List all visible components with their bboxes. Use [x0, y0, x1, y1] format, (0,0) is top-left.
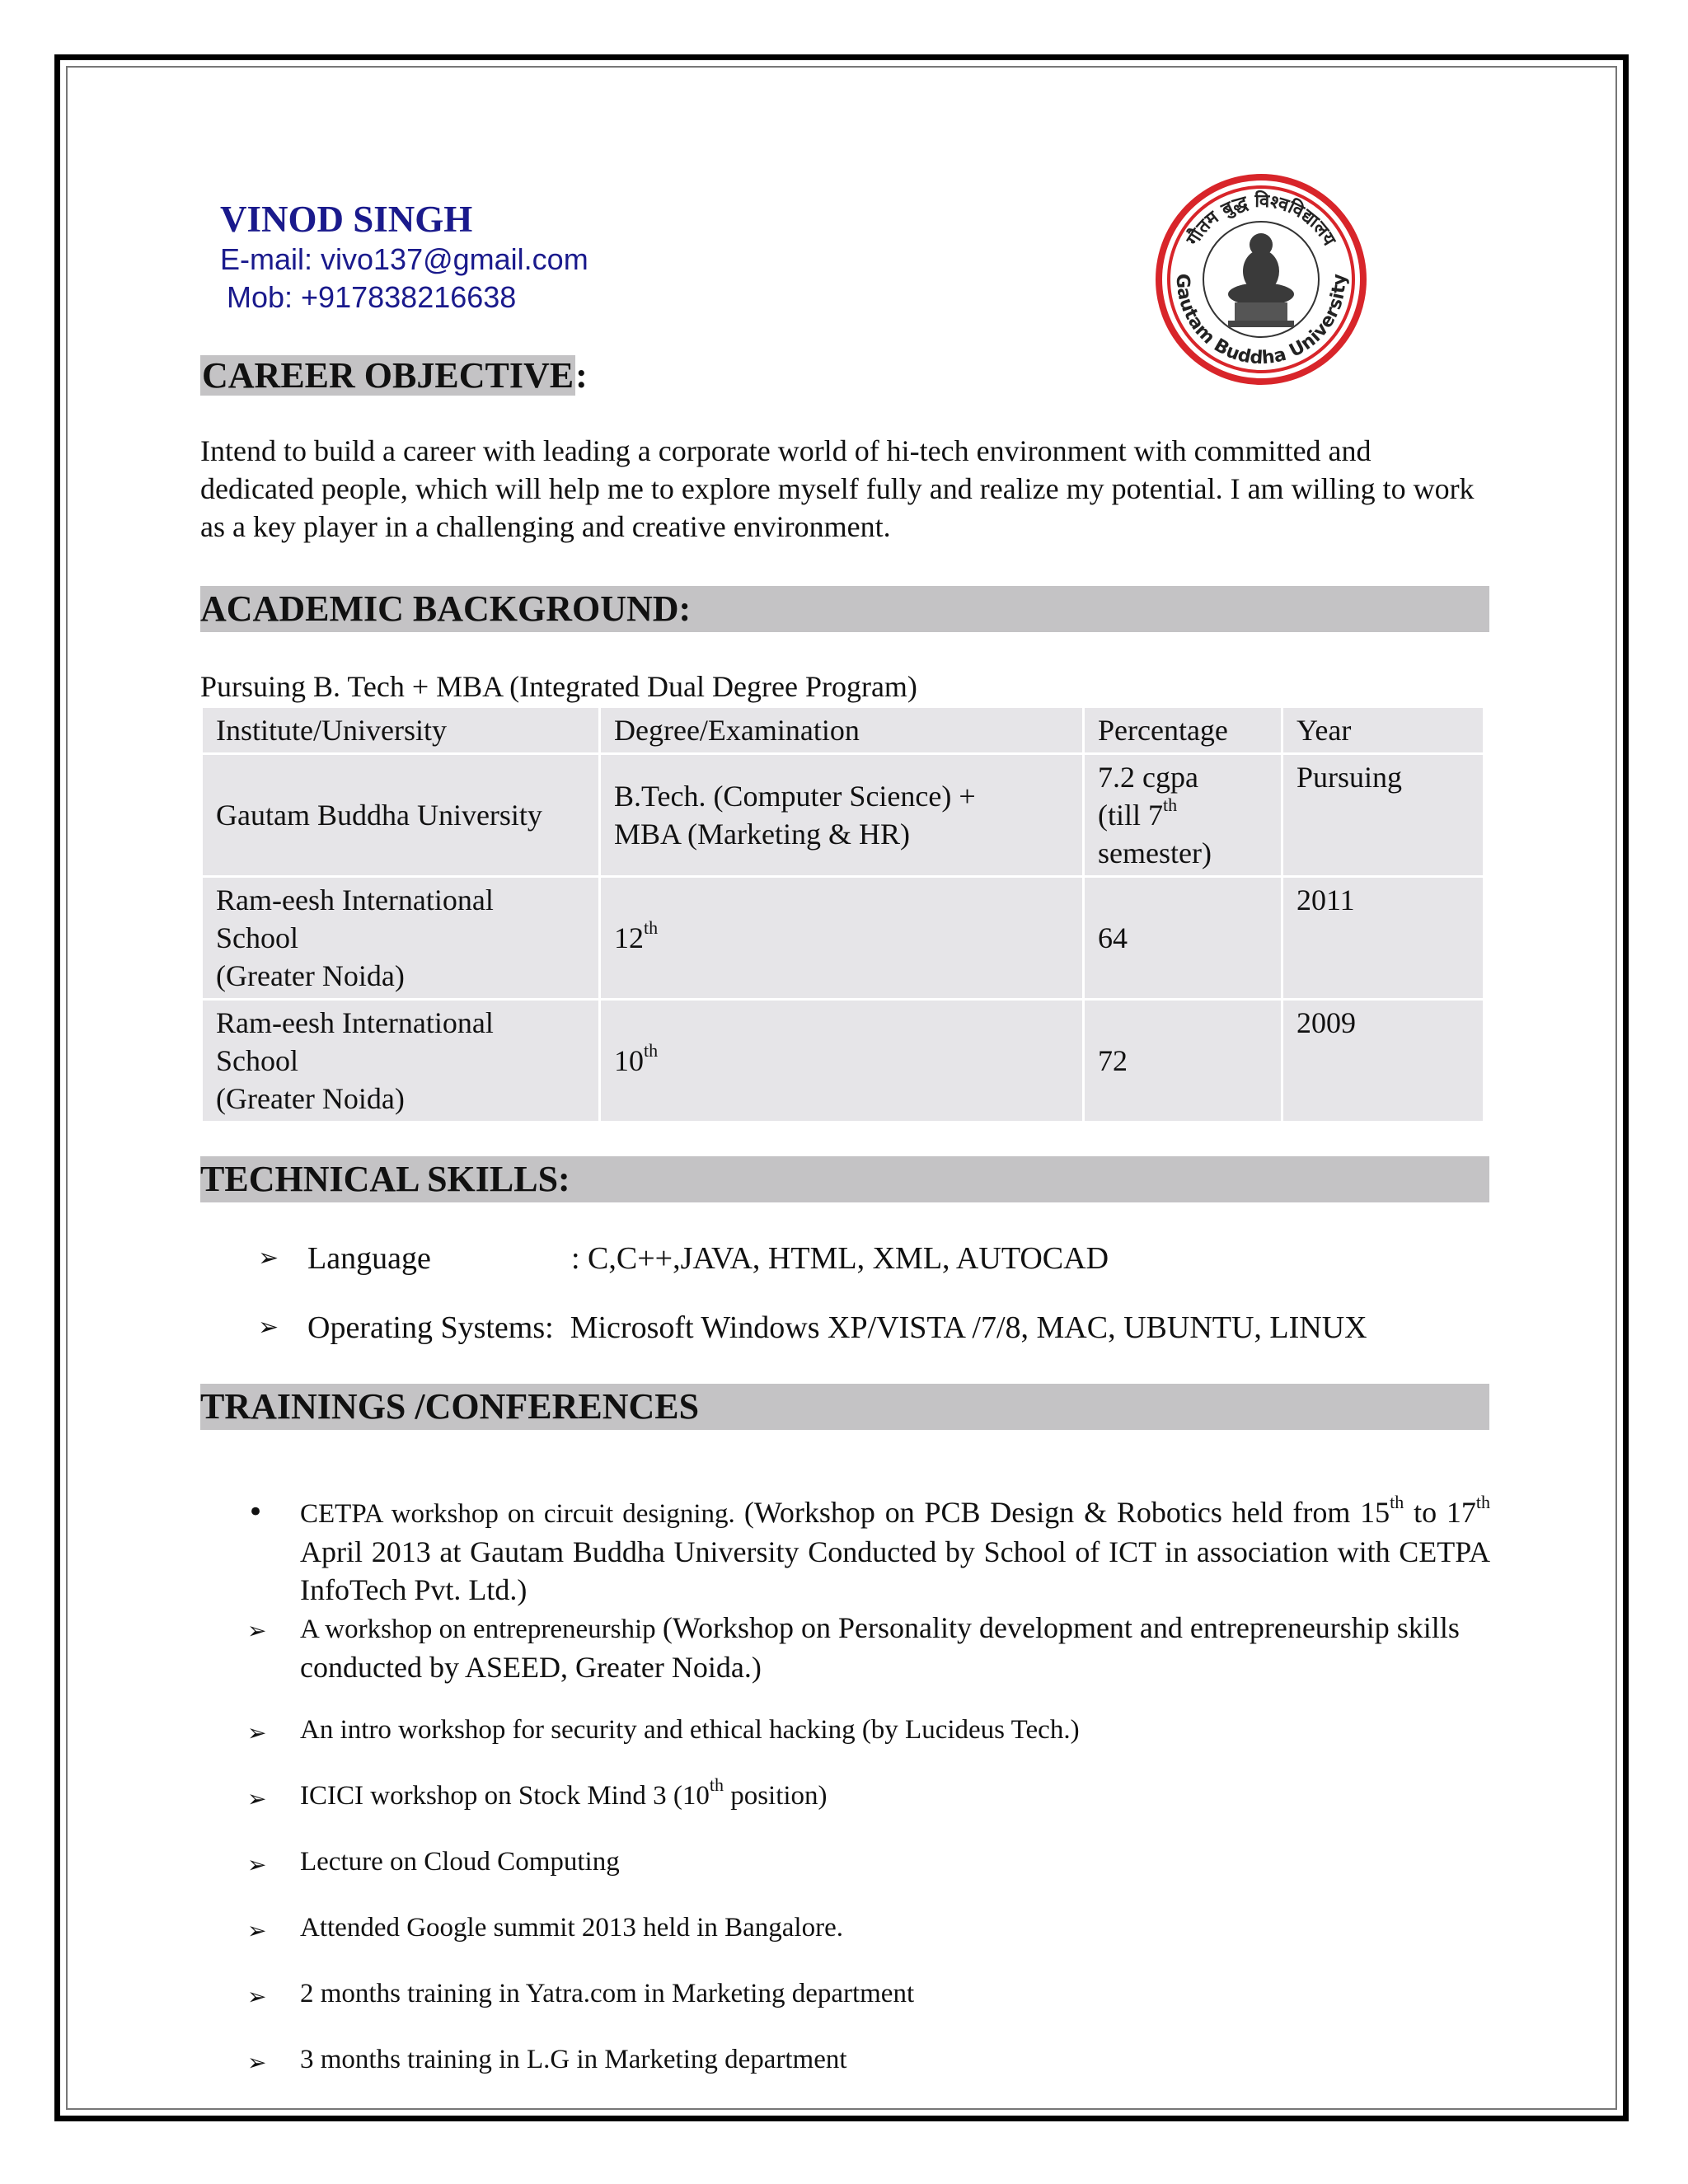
cell-degree: 10th [601, 1001, 1082, 1121]
arrow-bullet-icon: ➢ [247, 1617, 267, 1644]
arrow-bullet-icon: ➢ [258, 1313, 279, 1342]
arrow-bullet-icon: ➢ [247, 2049, 267, 2076]
cell-percentage: 7.2 cgpa (till 7th semester) [1085, 755, 1281, 875]
career-objective-text: Intend to build a career with leading a corporate world of hi-tech environment with committed and dedicated people, which will help me to explore myself fully and realize my potential. I am willing to work as a key player in a challenging and creative environment. [200, 434, 1475, 543]
arrow-bullet-icon: ➢ [247, 1917, 267, 1944]
col-header: Degree/Examination [601, 708, 1082, 752]
mobile-text: Mob: +917838216638 [227, 280, 517, 314]
table-header-row [203, 708, 1483, 752]
list-item: ➢ An intro workshop for security and ethical hacking (by Lucideus Tech.) [247, 1711, 1490, 1752]
col-header: Percentage [1085, 708, 1281, 752]
cell-year: Pursuing [1283, 755, 1483, 875]
university-logo [1137, 169, 1385, 390]
list-item: ➢ A workshop on entrepreneurship (Workshop on Personality development and entrepreneurship skills conducted by ASEED, Greater Noida.) [247, 1609, 1490, 1686]
cell-year: 2011 [1283, 878, 1483, 998]
table-row [203, 1001, 1483, 1121]
list-item: ➢ 2 months training in Yatra.com in Marketing department [247, 1975, 1490, 2016]
col-header: Institute/University [203, 708, 598, 752]
arrow-bullet-icon: ➢ [247, 1851, 267, 1878]
list-item: ➢ 3 months training in L.G in Marketing department [247, 2041, 1490, 2082]
table-row [203, 755, 1483, 875]
skill-language [258, 1240, 1109, 1277]
list-item: ➢ ICICI workshop on Stock Mind 3 (10th position) [247, 1777, 1490, 1818]
candidate-name: VINOD SINGH [220, 199, 473, 240]
skill-value: : C,C++,JAVA, HTML, XML, AUTOCAD [571, 1241, 1109, 1276]
list-item: ➢ Attended Google summit 2013 held in Bangalore. [247, 1909, 1490, 1950]
academic-table [200, 705, 1485, 1123]
trainings-list [247, 1493, 1490, 2082]
skill-label: Language [307, 1241, 431, 1276]
cell-percentage: 64 [1085, 878, 1281, 998]
cell-institute: Ram-eesh International School (Greater Noida) [203, 1001, 598, 1121]
cell-degree: 12th [601, 878, 1082, 998]
arrow-bullet-icon: ➢ [247, 1983, 267, 2010]
table-row [203, 878, 1483, 998]
career-objective-heading: CAREER OBJECTIVE: [202, 355, 588, 396]
academic-background-heading: ACADEMIC BACKGROUND: [200, 586, 1489, 632]
list-item: • CETPA workshop on circuit designing. (Workshop on PCB Design & Robotics held from 15th to 17th April 2013 at Gautam Buddha University Conducted by School of ICT in association with CETPA InfoTech Pvt. Ltd.) [247, 1492, 1490, 1606]
col-header: Year [1283, 708, 1483, 752]
program-text: Pursuing B. Tech + MBA (Integrated Dual Degree Program) [200, 670, 917, 703]
logo-text-hindi: गौतम बुद्ध विश्वविद्यालय [1183, 190, 1340, 250]
cell-degree: B.Tech. (Computer Science) + MBA (Marketing & HR) [601, 755, 1082, 875]
skill-os [258, 1310, 1367, 1346]
bullet-dot-icon: • [247, 1496, 265, 1529]
email-text: E-mail: vivo137@gmail.com [220, 242, 588, 276]
skill-label: Operating Systems: [307, 1310, 554, 1345]
logo-text-english: Gautam Buddha University [1171, 273, 1351, 369]
cell-percentage: 72 [1085, 1001, 1281, 1121]
arrow-bullet-icon: ➢ [258, 1244, 279, 1272]
arrow-bullet-icon: ➢ [247, 1785, 267, 1812]
technical-skills-heading: TECHNICAL SKILLS: [200, 1156, 1489, 1202]
cell-institute: Ram-eesh International School (Greater Noida) [203, 878, 598, 998]
list-item: ➢ Lecture on Cloud Computing [247, 1843, 1490, 1884]
skill-value: Microsoft Windows XP/VISTA /7/8, MAC, UBUNTU, LINUX [570, 1310, 1367, 1345]
trainings-heading: TRAININGS /CONFERENCES [200, 1384, 1489, 1430]
arrow-bullet-icon: ➢ [247, 1719, 267, 1746]
cell-year: 2009 [1283, 1001, 1483, 1121]
cell-institute: Gautam Buddha University [203, 755, 598, 875]
